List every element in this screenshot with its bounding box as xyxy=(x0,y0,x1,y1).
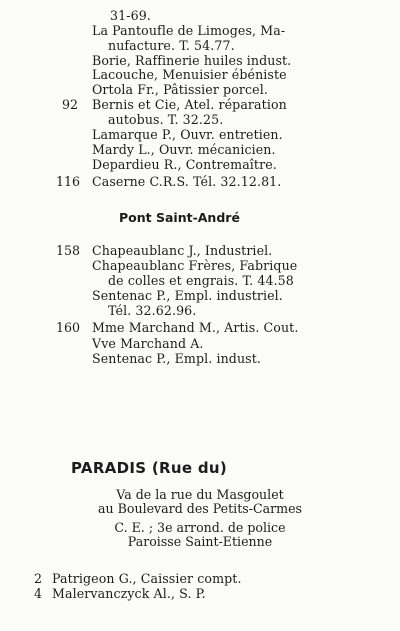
entry-text: de colles et engrais. T. 44.58 xyxy=(108,273,294,288)
entry-text: Chapeaublanc J., Industriel. xyxy=(92,243,273,258)
entry-text: Bernis et Cie, Atel. réparation xyxy=(92,97,287,112)
entry-text: Borie, Raffinerie huiles indust. xyxy=(92,53,292,68)
entry-text: nufacture. T. 54.77. xyxy=(108,38,235,53)
street-description: Va de la rue du Masgoulet xyxy=(116,487,284,502)
house-number: 92 xyxy=(62,97,79,112)
entry-text: Lamarque P., Ouvr. entretien. xyxy=(92,127,283,142)
house-number: 2 xyxy=(34,571,43,586)
entry-text: Sentenac P., Empl. industriel. xyxy=(92,288,283,303)
section-heading: Pont Saint-André xyxy=(119,210,240,225)
entry-text: Ortola Fr., Pâtissier porcel. xyxy=(92,82,268,97)
house-number: 158 xyxy=(56,243,81,258)
entry-text: La Pantoufle de Limoges, Ma- xyxy=(92,23,286,38)
entry-text: Patrigeon G., Caissier compt. xyxy=(52,571,242,586)
street-title: PARADIS (Rue du) xyxy=(71,459,227,477)
street-description: Paroisse Saint-Etienne xyxy=(127,534,273,549)
entry-text: Depardieu R., Contremaître. xyxy=(92,157,277,172)
entry-text: Sentenac P., Empl. indust. xyxy=(92,351,261,366)
entry-text: Lacouche, Menuisier ébéniste xyxy=(92,67,287,82)
entry-text: Vve Marchand A. xyxy=(92,336,204,351)
house-number: 160 xyxy=(56,320,81,335)
entry-text: Malervanczyck Al., S. P. xyxy=(52,586,206,601)
entry-text: Chapeaublanc Frères, Fabrique xyxy=(92,258,298,273)
house-number: 4 xyxy=(34,586,43,601)
entry-text: 31-69. xyxy=(110,8,151,23)
street-description: au Boulevard des Petits-Carmes xyxy=(98,501,302,516)
entry-text: Mme Marchand M., Artis. Cout. xyxy=(92,320,299,335)
entry-text: Mardy L., Ouvr. mécanicien. xyxy=(92,142,276,157)
entry-text: Caserne C.R.S. Tél. 32.12.81. xyxy=(92,174,282,189)
entry-text: autobus. T. 32.25. xyxy=(108,112,224,127)
street-description: C. E. ; 3e arrond. de police xyxy=(114,520,286,535)
entry-text: Tél. 32.62.96. xyxy=(108,303,197,318)
house-number: 116 xyxy=(56,174,81,189)
